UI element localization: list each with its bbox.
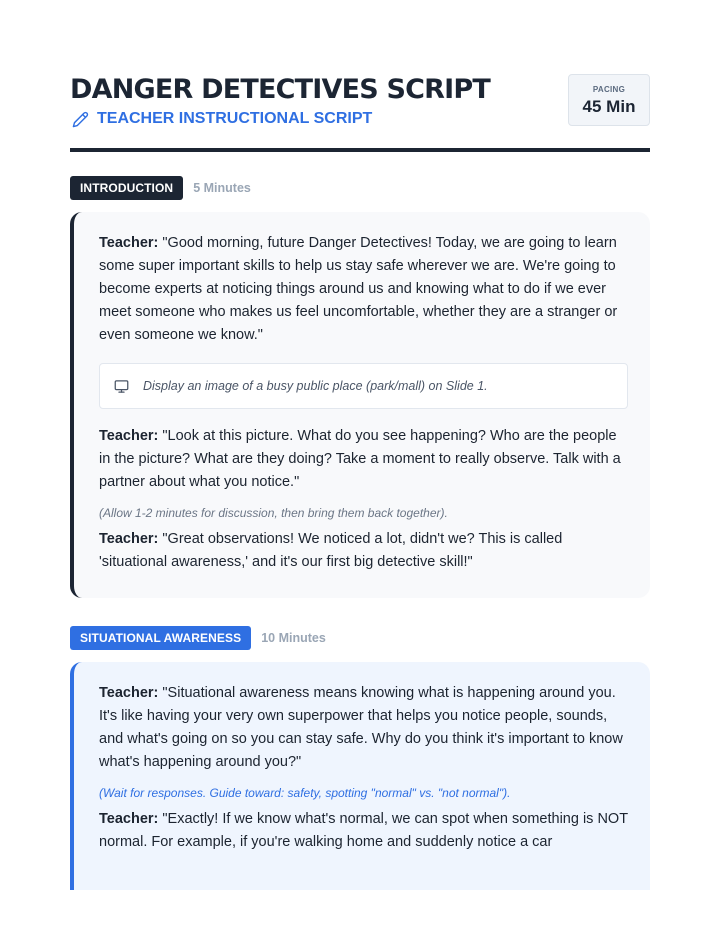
section-card-situational-awareness xyxy=(70,662,650,890)
speaker-label: Teacher: xyxy=(99,428,159,444)
teacher-line xyxy=(99,528,628,574)
document-header xyxy=(70,70,650,152)
speech-text: "Good morning, future Danger Detectives! Today, we are going to learn some super important skills to help us stay safe wherever we are. We're going to become experts at noticing things around us and knowing what to do if we ever meet someone who makes us feel uncomfortable, whether they are a stranger or even someone we know." xyxy=(99,235,618,343)
section-card-introduction xyxy=(70,212,650,598)
document-subtitle xyxy=(72,110,372,128)
speech-text: "Look at this picture. What do you see happening? Who are the people in the picture? What are they doing? Take a moment to really observe. Talk with a partner about what you notice." xyxy=(99,428,621,490)
teacher-line xyxy=(99,232,628,347)
stage-direction: (Allow 1-2 minutes for discussion, then bring them back together). xyxy=(99,506,448,520)
slide-cue-text: Display an image of a busy public place (park/mall) on Slide 1. xyxy=(143,379,488,393)
speech-text: "Situational awareness means knowing what is happening around you. It's like having your very own superpower that helps you notice people, sounds, and what's going on so you can stay safe. Why do you think it's important to know what's happening around you?" xyxy=(99,685,623,770)
pacing-label: PACING xyxy=(592,85,626,94)
speaker-label: Teacher: xyxy=(99,235,159,251)
section-label: INTRODUCTION xyxy=(70,176,183,200)
teacher-line xyxy=(99,682,628,774)
stage-direction: (Wait for responses. Guide toward: safety, spotting "normal" vs. "not normal"). xyxy=(99,786,511,800)
section-duration: 10 Minutes xyxy=(261,631,326,645)
speech-text: "Great observations! We noticed a lot, didn't we? This is called 'situational awareness,' and it's our first big detective skill!" xyxy=(99,531,563,570)
speaker-label: Teacher: xyxy=(99,531,159,547)
section-label: SITUATIONAL AWARENESS xyxy=(70,626,251,650)
speaker-label: Teacher: xyxy=(99,685,159,701)
document-title: DANGER DETECTIVES SCRIPT xyxy=(70,74,490,105)
monitor-icon xyxy=(114,379,129,394)
subtitle-text: TEACHER INSTRUCTIONAL SCRIPT xyxy=(97,110,373,127)
speaker-label: Teacher: xyxy=(99,811,159,827)
teacher-line xyxy=(99,808,628,854)
speech-text: "Exactly! If we know what's normal, we can spot when something is NOT normal. For example, if you're walking home and suddenly notice a car xyxy=(99,811,628,850)
section-header-situational-awareness xyxy=(70,626,326,650)
pacing-box xyxy=(568,74,650,126)
pencil-icon xyxy=(72,111,89,128)
section-header-introduction xyxy=(70,176,251,200)
pacing-value: 45 Min xyxy=(582,97,636,116)
teacher-line xyxy=(99,425,628,494)
slide-cue xyxy=(99,363,628,409)
section-duration: 5 Minutes xyxy=(193,181,251,195)
